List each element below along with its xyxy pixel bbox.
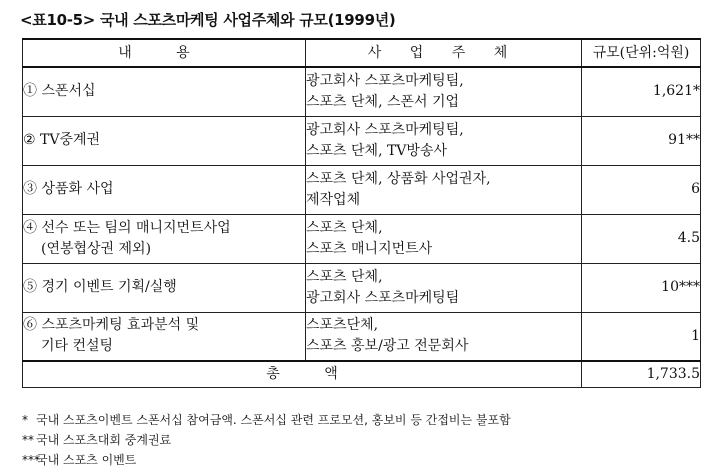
entity-line: 스포츠 홍보/광고 전문회사 bbox=[306, 338, 469, 355]
cell-size: 1,621* bbox=[582, 67, 701, 116]
header-size: 규모(단위:억원) bbox=[582, 39, 701, 67]
entity-line: 스포츠 단체, bbox=[306, 268, 383, 285]
cell-content bbox=[23, 263, 306, 312]
content-line: ④ 선수 또는 팀의 매니지먼트사업 bbox=[23, 219, 231, 236]
cell-content bbox=[23, 165, 306, 214]
cell-entity bbox=[306, 67, 582, 116]
cell-entity bbox=[306, 165, 582, 214]
entity-line: 광고회사 스포츠마케팅팀, bbox=[306, 121, 464, 138]
table-title: <표10-5> 국내 스포츠마케팅 사업주체와 규모(1999년) bbox=[20, 11, 396, 29]
cell-entity bbox=[306, 214, 582, 263]
cell-entity bbox=[306, 312, 582, 361]
table-row bbox=[23, 116, 701, 165]
content-line: 기타 컨설팅 bbox=[41, 338, 114, 355]
table-row bbox=[23, 214, 701, 263]
content-line: ② TV중계권 bbox=[23, 132, 101, 148]
entity-line: 스포츠 단체, bbox=[306, 219, 383, 236]
footnote: ***국내 스포츠 이벤트 bbox=[22, 453, 137, 467]
table-row bbox=[23, 165, 701, 214]
cell-size: 6 bbox=[582, 165, 701, 214]
total-value: 1,733.5 bbox=[582, 361, 701, 387]
content-line: ③ 상품화 사업 bbox=[23, 181, 114, 197]
cell-size: 10*** bbox=[582, 263, 701, 312]
entity-line: 스포츠 매니지먼트사 bbox=[306, 240, 433, 257]
header-row bbox=[23, 39, 701, 67]
table-row bbox=[23, 263, 701, 312]
entity-line: 광고회사 스포츠마케팅팀 bbox=[306, 289, 460, 306]
content-line: (연봉협상권 제외) bbox=[41, 240, 152, 257]
table-row bbox=[23, 312, 701, 361]
cell-size: 1 bbox=[582, 312, 701, 361]
cell-content bbox=[23, 116, 306, 165]
footnote: * 국내 스포츠이벤트 스폰서십 참여금액. 스폰서십 관련 프로모션, 홍보비 등 간접비는 불포함 bbox=[22, 413, 511, 427]
entity-line: 스포츠 단체, TV방송사 bbox=[306, 142, 447, 159]
entity-line: 스포츠단체, bbox=[306, 317, 379, 334]
content-line: ① 스폰서십 bbox=[23, 83, 96, 100]
footnote: ** 국내 스포츠대회 중계권료 bbox=[22, 433, 172, 447]
entity-line: 광고회사 스포츠마케팅팀, bbox=[306, 72, 464, 89]
footnotes bbox=[22, 410, 511, 470]
total-row bbox=[23, 361, 701, 387]
cell-entity bbox=[306, 116, 582, 165]
entity-line: 스포츠 단체, 스폰서 기업 bbox=[306, 93, 460, 110]
content-line: ⑥ 스포츠마케팅 효과분석 및 bbox=[23, 317, 200, 334]
table-row bbox=[23, 67, 701, 116]
entity-line: 제작업체 bbox=[306, 191, 361, 208]
content-line: ⑤ 경기 이벤트 기획/실행 bbox=[23, 279, 177, 295]
cell-entity bbox=[306, 263, 582, 312]
header-content: 내 용 bbox=[23, 39, 306, 67]
cell-content bbox=[23, 67, 306, 116]
header-entity: 사 업 주 체 bbox=[306, 39, 582, 67]
total-label: 총 액 bbox=[23, 361, 582, 387]
cell-size: 91** bbox=[582, 116, 701, 165]
data-table bbox=[22, 38, 701, 388]
cell-content bbox=[23, 214, 306, 263]
cell-content bbox=[23, 312, 306, 361]
entity-line: 스포츠 단체, 상품화 사업권자, bbox=[306, 170, 491, 187]
cell-size: 4.5 bbox=[582, 214, 701, 263]
